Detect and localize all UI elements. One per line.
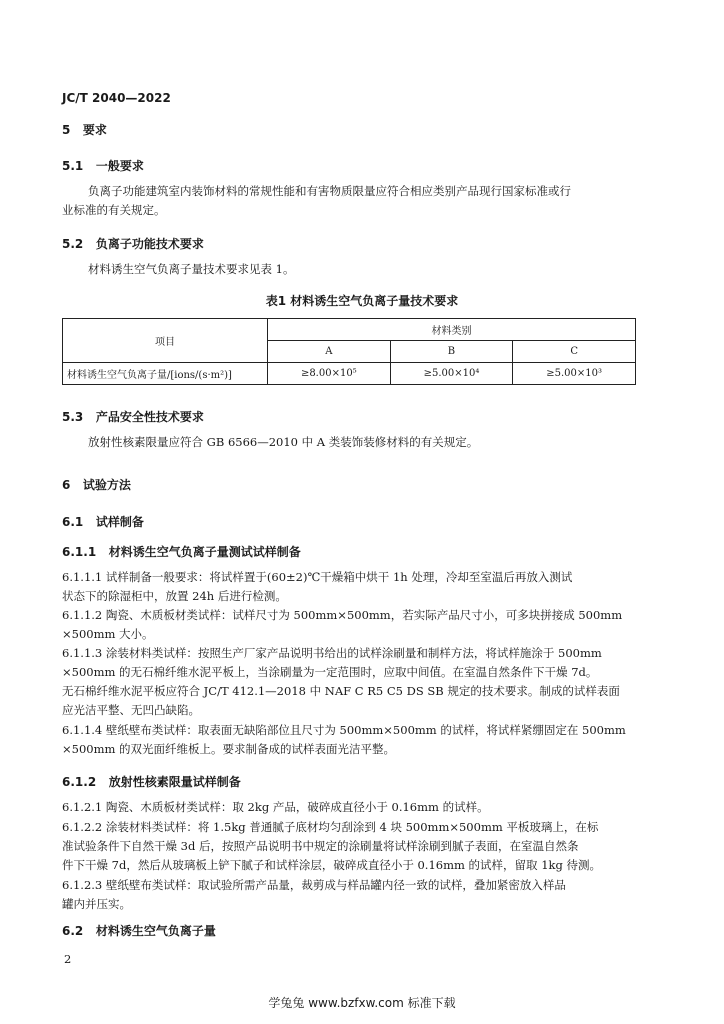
paragraph: 6.1.1.1 试样制备一般要求：将试样置于(60±2)℃干燥箱中烘干 1h 处理，冷却至室温后再放入测试 bbox=[62, 570, 573, 584]
paragraph: ×500mm 的双光面纤维板上。要求制备成的试样表面光洁平整。 bbox=[62, 742, 396, 756]
table-col-c: C bbox=[513, 341, 636, 363]
table-caption: 表1 材料诱生空气负离子量技术要求 bbox=[265, 294, 459, 308]
section-6-heading: 6 试验方法 bbox=[62, 478, 131, 492]
paragraph: 件下干燥 7d，然后从玻璃板上铲下腻子和试样涂层，破碎成直径小于 0.16mm 的试样，留取 1kg 待测。 bbox=[62, 858, 602, 872]
section-6-2-heading: 6.2 材料诱生空气负离子量 bbox=[62, 924, 216, 938]
paragraph: 材料诱生空气负离子量技术要求见表 1。 bbox=[88, 262, 295, 276]
table-row-label: 材料诱生空气负离子量/[ions/(s·m²)] bbox=[63, 363, 268, 385]
section-5-2-heading: 5.2 负离子功能技术要求 bbox=[62, 237, 204, 251]
section-5-3-heading: 5.3 产品安全性技术要求 bbox=[62, 410, 204, 424]
section-title: 要求 bbox=[82, 123, 107, 137]
paragraph: 放射性核素限量应符合 GB 6566—2010 中 A 类装饰装修材料的有关规定。 bbox=[88, 435, 479, 449]
paragraph: ×500mm 的无石棉纤维水泥平板上，当涂刷量为一定范围时，应取中间值。在室温自然条件下干燥 7d。 bbox=[62, 665, 598, 679]
paragraph: 业标准的有关规定。 bbox=[62, 203, 166, 217]
paragraph: 6.1.2.3 壁纸壁布类试样：取试验所需产品量，裁剪成与样品罐内径一致的试样，叠加紧密放入样品 bbox=[62, 878, 566, 892]
page-number: 2 bbox=[64, 952, 72, 966]
paragraph: 6.1.2.1 陶瓷、木质板材类试样：取 2kg 产品，破碎成直径小于 0.16mm 的试样。 bbox=[62, 800, 489, 814]
paragraph: 6.1.2.2 涂装材料类试样：将 1.5kg 普通腻子底材均匀刮涂到 4 块 500mm×500mm 平板玻璃上，在标 bbox=[62, 820, 599, 834]
table-cell-c: ≥5.00×10³ bbox=[513, 363, 636, 385]
paragraph: 无石棉纤维水泥平板应符合 JC/T 412.1—2018 中 NAF C R5 C5 DS SB 规定的技术要求。制成的试样表面 bbox=[62, 684, 620, 698]
paragraph: 准试验条件下自然干燥 3d 后，按照产品说明书中规定的涂刷量将试样涂刷到腻子表面，在室温自然条 bbox=[62, 839, 579, 853]
table-header-group: 材料类别 bbox=[268, 319, 636, 341]
paragraph: 6.1.1.2 陶瓷、木质板材类试样：试样尺寸为 500mm×500mm，若实际产品尺寸小，可多块拼接成 500mm bbox=[62, 608, 623, 622]
table-col-b: B bbox=[390, 341, 513, 363]
section-6-1-2-heading: 6.1.2 放射性核素限量试样制备 bbox=[62, 775, 241, 789]
paragraph: 罐内并压实。 bbox=[62, 897, 131, 911]
footer-watermark: 学兔兔 www.bzfxw.com 标准下载 bbox=[268, 996, 456, 1010]
paragraph: 6.1.1.3 涂装材料类试样：按照生产厂家产品说明书给出的试样涂刷量和制样方法，将试样施涂于 500mm bbox=[62, 646, 602, 660]
paragraph: ×500mm 大小。 bbox=[62, 627, 154, 641]
table-cell-b: ≥5.00×10⁴ bbox=[390, 363, 513, 385]
section-5-1-heading: 5.1 一般要求 bbox=[62, 159, 144, 173]
paragraph: 负离子功能建筑室内装饰材料的常规性能和有害物质限量应符合相应类别产品现行国家标准或行 bbox=[88, 184, 571, 198]
paragraph: 状态下的除湿柜中，放置 24h 后进行检测。 bbox=[62, 589, 287, 603]
table-cell-a: ≥8.00×10⁵ bbox=[268, 363, 391, 385]
section-5-heading bbox=[62, 121, 107, 138]
section-number: 5 bbox=[62, 123, 71, 137]
table-1 bbox=[62, 318, 636, 385]
section-6-1-heading: 6.1 试样制备 bbox=[62, 515, 144, 529]
paragraph: 应光洁平整、无凹凸缺陷。 bbox=[62, 703, 200, 717]
table-header-item: 项目 bbox=[63, 319, 268, 363]
table-col-a: A bbox=[268, 341, 391, 363]
document-code: JC/T 2040—2022 bbox=[62, 91, 171, 105]
paragraph: 6.1.1.4 壁纸壁布类试样：取表面无缺陷部位且尺寸为 500mm×500mm 的试样，将试样紧绷固定在 500mm bbox=[62, 723, 626, 737]
section-6-1-1-heading: 6.1.1 材料诱生空气负离子量测试试样制备 bbox=[62, 545, 301, 559]
